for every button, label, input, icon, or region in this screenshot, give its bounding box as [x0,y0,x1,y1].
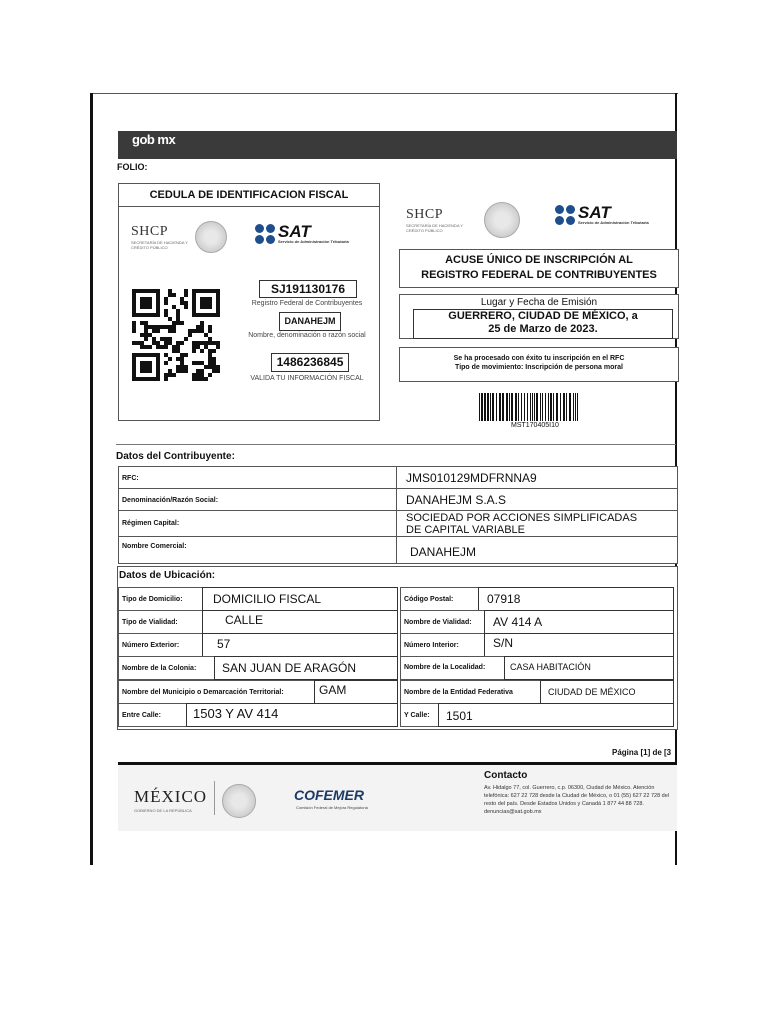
mexico-logo: MÉXICO [134,787,208,806]
num-ext-label-cell: Número Exterior: [118,633,204,657]
folio-label: FOLIO: [117,162,148,172]
mexico-logo-sub: GOBIERNO DE LA REPÚBLICA [134,808,192,813]
sat-logo: SAT Servicio de Administración Tributaria [255,224,349,244]
coat-of-arms-icon [484,202,520,238]
lugar-fecha-box [399,294,679,339]
colonia-label-cell: Nombre de la Colonia: [118,656,216,680]
nombre-vialidad-label-cell: Nombre de Vialidad: [400,610,486,634]
razon-row: Denominación/Razón Social: [118,488,398,512]
name-caption: Nombre, denominación o razón social [248,332,366,339]
municipio-value-cell: GAM [314,680,398,704]
localidad-value-cell: CASA HABITACIÓN [504,656,674,680]
num-ext-value-cell: 57 [202,633,398,657]
localidad-label-cell: Nombre de la Localidad: [400,656,506,680]
regimen-value: SOCIEDAD POR ACCIONES SIMPLIFICADAS DE CAPITAL VARIABLE [406,512,638,536]
rfc-caption: Registro Federal de Contribuyentes [251,300,363,307]
contacto-text: Av. Hidalgo 77, col. Guerrero, c.p. 06300, Ciudad de México. Atención telefónica: 627 22 728 desde la Ciudad de México, o 01 (55) 627 22 728 del resto del país. Desde Estados Unidos y Canadá 1 877 44 88 728. denuncias@sat.gob.mx [484,785,669,815]
nombre-vialidad-value-cell: AV 414 A [484,610,674,634]
barcode-label: MST170405I10 [511,422,559,429]
contribuyente-section-title: Datos del Contribuyente: [116,451,235,462]
tipo-vialidad-value-cell: CALLE [202,610,398,634]
divider [116,444,676,445]
tipo-domicilio-value-cell: DOMICILIO FISCAL [202,587,398,611]
lugar-value: GUERRERO, CIUDAD DE MÉXICO, a 25 de Marzo de 2023. [413,309,673,339]
comercial-value: DANAHEJM [410,545,477,559]
lugar-label: Lugar y Fecha de Emisión [480,297,598,308]
left-border [90,93,93,865]
colonia-value-cell: SAN JUAN DE ARAGÓN [214,656,398,680]
acuse-title-box [399,249,679,288]
entidad-label-cell: Nombre de la Entidad Federativa [400,680,542,704]
acuse-title-line1: ACUSE ÚNICO DE INSCRIPCIÓN AL [445,254,633,266]
gob-header-bar [118,131,677,159]
ycalle-value-cell: 1501 [438,703,674,727]
cp-value-cell: 07918 [478,587,674,611]
rfc-id-box: SJ191130176 [259,280,357,298]
shcp-logo: SHCP SECRETARÍA DE HACIENDA Y CRÉDITO PÚBLICO [131,224,188,250]
num-int-value-cell: S/N [484,633,674,657]
valida-caption[interactable]: VALIDA TU INFORMACIÓN FISCAL [250,375,364,382]
footer [118,762,677,831]
rfc-row: RFC: [118,466,398,490]
regimen-value-row [396,510,678,538]
municipio-label-cell: Nombre del Municipio o Demarcación Territorial: [118,680,316,704]
cp-label-cell: Código Postal: [400,587,480,611]
gob-logo-text: gob mx [132,132,176,147]
contacto-title: Contacto [484,770,528,781]
qr-code[interactable] [132,289,220,381]
cofemer-logo-sub: Comisión Federal de Mejora Regulatoria [296,805,368,810]
entre-calle-label-cell: Entre Calle: [118,703,188,727]
top-border [90,93,678,94]
entidad-value-cell: CIUDAD DE MÉXICO [540,680,674,704]
tipo-domicilio-label-cell: Tipo de Domicilio: [118,587,204,611]
proc-line1: Se ha procesado con éxito tu inscripción en el RFC [453,355,625,362]
razon-value-row [396,488,678,512]
name-box: DANAHEJM [279,312,341,331]
comercial-value-row [396,536,678,564]
rfc-value: JMS010129MDFRNNA9 [406,471,537,485]
razon-value: DANAHEJM S.A.S [406,493,507,507]
coat-of-arms-icon [222,784,256,818]
acuse-title-line2: REGISTRO FEDERAL DE CONTRIBUYENTES [421,269,657,281]
page-number: Página [1] de [3 [612,748,672,757]
rfc-value-row [396,466,678,490]
proc-line2: Tipo de movimiento: Inscripción de persona moral [455,364,623,371]
divider [214,781,215,815]
num-int-label-cell: Número Interior: [400,633,486,657]
cif-id-box: 1486236845 [271,353,349,372]
ycalle-label-cell: Y Calle: [400,703,440,727]
procesado-box [399,347,679,382]
entre-calle-value-cell: 1503 Y AV 414 [186,703,398,727]
shcp-logo-acuse: SHCP SECRETARÍA DE HACIENDA Y CRÉDITO PÚBLICO [406,207,463,233]
tipo-vialidad-label-cell: Tipo de Vialidad: [118,610,204,634]
regimen-row: Régimen Capital: [118,510,398,538]
cofemer-logo: COFEMER [294,787,364,803]
comercial-row: Nombre Comercial: [118,536,398,564]
coat-of-arms-icon [195,221,227,253]
cedula-title: CEDULA DE IDENTIFICACION FISCAL [119,184,379,207]
ubicacion-section-title: Datos de Ubicación: [119,570,216,581]
barcode [479,393,580,421]
sat-logo-acuse: SAT Servicio de Administración Tributaria [555,205,649,225]
